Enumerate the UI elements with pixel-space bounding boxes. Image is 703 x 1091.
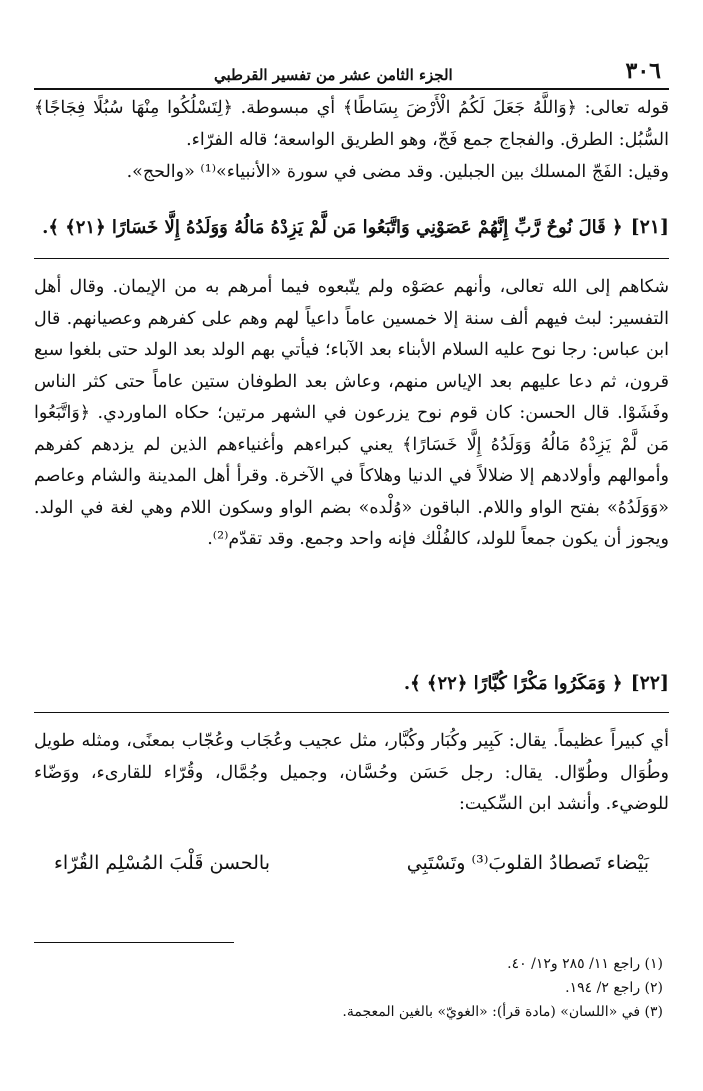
book-page [34, 0, 669, 1091]
footnote-1: (١) راجع ١١/ ٢٨٥ و١٢/ ٤٠. [507, 956, 663, 972]
verse-22-line [34, 672, 669, 694]
verse-22-divider [34, 712, 669, 713]
page-header [34, 50, 669, 90]
verse-21-divider [34, 258, 669, 259]
intro-paragraph-2: وقيل: الفَجّ المسلك بين الجبلين. وقد مضى في سورة «الأنبياء»⁽¹⁾ «والحج». [126, 162, 669, 182]
verse-22-commentary: أي كبيراً عظيماً. يقال: كَبِير وكُبَار وكُبَّار، مثل عجيب وعُجَاب وعُجّاب بمعنًى، ومثله طويل وطُوَال وطُوّال. يقال: رجل حَسَن وحُسَّان، وجميل وجُمَّال، وقُرّاء للقارىء، ووَضّاء للوضيء. وأنشد ابن السِّكيت: [34, 731, 669, 814]
footnote-3: (٣) في «اللسان» (مادة قرأ): «الغويّ» بالغين المعجمة. [342, 1004, 663, 1020]
poem-hemistich-1: بَيْضاء تَصطادُ القلوبَ⁽³⁾ وتَسْتَبِي [406, 852, 649, 874]
footnote-2: (٢) راجع ٢/ ١٩٤. [565, 980, 663, 996]
poem-verse [54, 852, 649, 874]
poem-hemistich-2: بالحسن قَلْبَ المُسْلِم القُرّاء [54, 852, 271, 874]
verse-22-text: ﴿ وَمَكَرُوا مَكْرًا كُبَّارًا ﴿٢٢﴾ ﴾. [403, 672, 623, 694]
intro-paragraph-1: قوله تعالى: ﴿وَاللَّهُ جَعَلَ لَكُمُ الْأَرْضَ بِسَاطًا﴾ أي مبسوطة. ﴿لِتَسْلُكُوا مِنْهَا سُبُلًا فِجَاجًا﴾ السُّبُل: الطرق. والفجاج جمع فَجّ، وهو الطريق الواسعة؛ قاله الفرّاء. [34, 98, 669, 150]
verse-21-text: ﴿ قَالَ نُوحٌ رَّبِّ إِنَّهُمْ عَصَوْنِي وَاتَّبَعُوا مَن لَّمْ يَزِدْهُ مَالُهُ وَوَلَدُهُ إِلَّا خَسَارًا ﴿٢١﴾ ﴾. [42, 216, 623, 238]
footnotes [34, 952, 669, 1024]
verse-21-number: [٢١] [630, 216, 669, 238]
verse-21-line [34, 216, 669, 238]
footnote-separator [34, 942, 234, 943]
intro-commentary [34, 92, 669, 188]
verse-22-number: [٢٢] [630, 672, 669, 694]
running-title: الجزء الثامن عشر من تفسير القرطبي [214, 66, 453, 84]
page-number: ٣٠٦ [625, 58, 661, 84]
verse-21-commentary: شكاهم إلى الله تعالى، وأنهم عصَوْه ولم يتّبعوه فيما أمرهم به من الإيمان. وقال أهل التفسير: لبث فيهم ألف سنة إلا خمسين عاماً داعياً لهم وهم على كفرهم وعصيانهم. قال ابن عباس: رجا نوح عليه السلام الأبناء بعد الآباء؛ فيأتي بهم الولد بعد الولد حتى بلغوا سبع قرون، ثم دعا عليهم بعد الإياس منهم، وعاش بعد الطوفان ستين عاماً حتى كثر الناس وفَشَوْا. قال الحسن: كان قوم نوح يزرعون في الشهر مرتين؛ حكاه الماوردي. ﴿وَاتَّبَعُوا مَن لَّمْ يَزِدْهُ مَالُهُ وَوَلَدُهُ إِلَّا خَسَارًا﴾ يعني كبراءهم وأغنياءهم الذين لم يزدهم كفرهم وأموالهم وأولادهم إلا ضلالاً في الدنيا وهلاكاً في الآخرة. وقرأ أهل المدينة والشام وعاصم «وَوَلَدُهُ» بفتح الواو واللام. الباقون «وُلْده» بضم الواو وسكون اللام وهي لغة في الولد. ويجوز أن يكون جمعاً للولد، كالفُلْك فإنه واحد وجمع. وقد تقدّم⁽²⁾. [34, 277, 669, 549]
